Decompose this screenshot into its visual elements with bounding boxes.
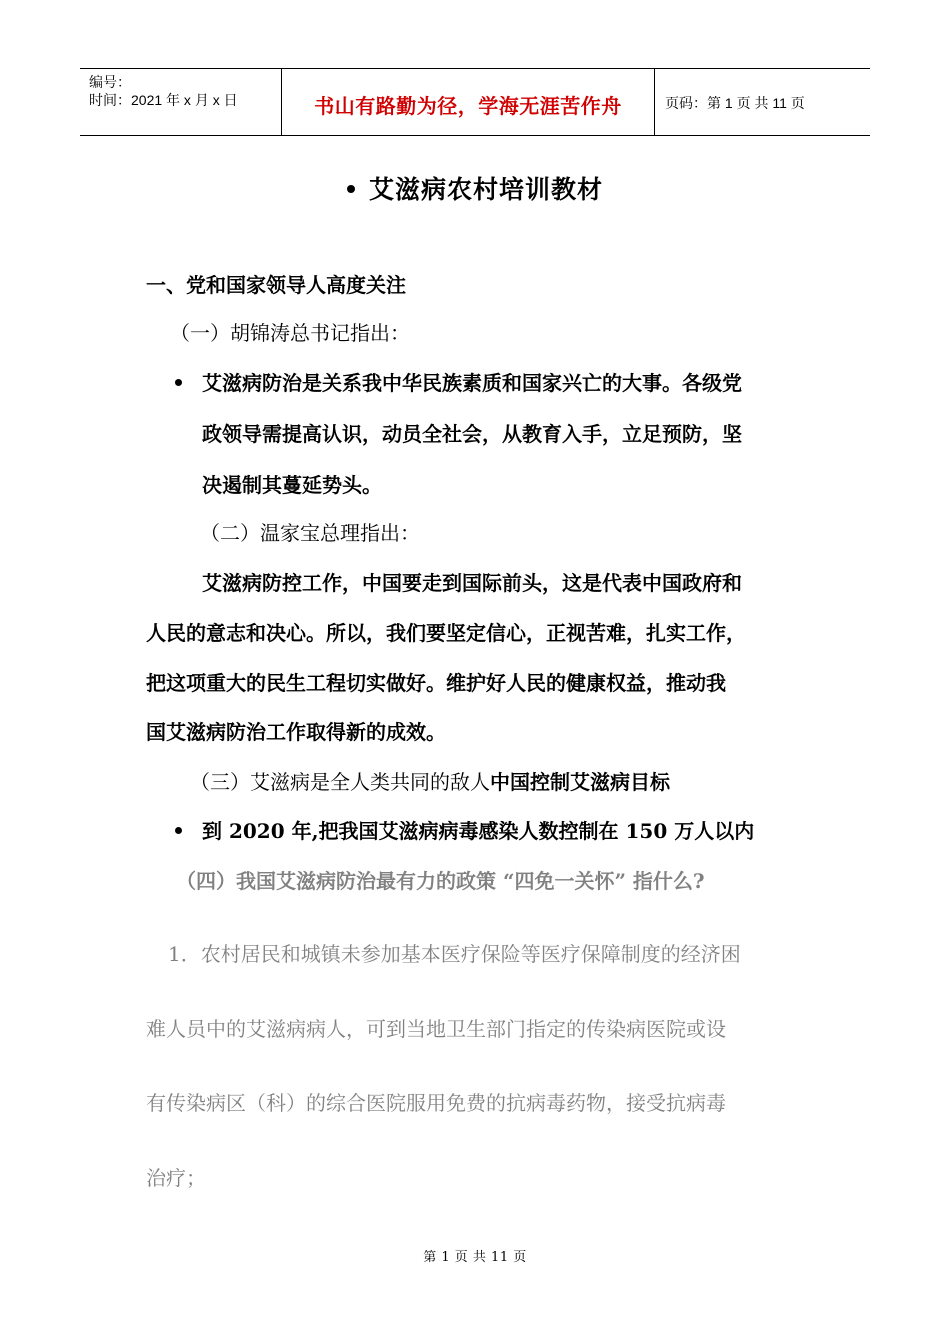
page-footer: 第 1 页 共 11 页 — [423, 1250, 527, 1265]
subsection-heading-3 — [190, 770, 670, 794]
subsection-heading-1: （一）胡锦涛总书记指出： — [170, 321, 410, 345]
section-heading: 一、党和国家领导人高度关注 — [146, 273, 406, 297]
china-goal-heading: 中国控制艾滋病目标 — [490, 770, 670, 794]
policy-item-line: 难人员中的艾滋病病人，可到当地卫生部门指定的传染病医院或设 — [146, 1017, 726, 1041]
bullet-icon — [347, 185, 355, 193]
quote-line: 人民的意志和决心。所以，我们要坚定信心，正视苦难，扎实工作， — [146, 621, 746, 645]
number-label: 编号： — [89, 74, 131, 90]
subsection-heading-3-text: （三）艾滋病是全人类共同的敌人 — [190, 770, 490, 794]
quote-line: 艾滋病防控工作，中国要走到国际前头，这是代表中国政府和 — [202, 571, 742, 595]
document-title: 艾滋病农村培训教材 — [368, 175, 603, 204]
header-page-info: 页码：第 1 页 共 11 页 — [665, 95, 805, 111]
bullet-icon — [175, 827, 182, 834]
policy-item-line: 治疗； — [146, 1166, 206, 1190]
subsection-heading-4: （四）我国艾滋病防治最有力的政策 “四免一关怀” 指什么? — [176, 869, 705, 893]
bullet-icon — [175, 379, 182, 386]
quote-line: 政领导需提高认识，动员全社会，从教育入手，立足预防，坚 — [202, 422, 742, 446]
goal-statement: 到 2020 年,把我国艾滋病病毒感染人数控制在 150 万人以内 — [202, 819, 755, 843]
header-meta-cell — [80, 69, 282, 135]
quote-line: 国艾滋病防治工作取得新的成效。 — [146, 720, 446, 744]
quote-line: 决遏制其蔓延势头。 — [202, 473, 382, 497]
policy-item-line: 有传染病区（科）的综合医院服用免费的抗病毒药物，接受抗病毒 — [146, 1091, 726, 1115]
page-header-table — [80, 68, 870, 136]
quote-line: 艾滋病防治是关系我中华民族素质和国家兴亡的大事。各级党 — [202, 371, 742, 395]
subsection-heading-2: （二）温家宝总理指出： — [200, 521, 420, 545]
policy-item-line: 1．农村居民和城镇未参加基本医疗保险等医疗保障制度的经济困 — [168, 942, 741, 966]
document-title-block — [0, 170, 950, 206]
quote-line: 把这项重大的民生工程切实做好。维护好人民的健康权益，推动我 — [146, 671, 726, 695]
header-motto: 书山有路勤为径，学海无涯苦作舟 — [282, 69, 655, 135]
time-label: 时间：2021 年 x 月 x 日 — [89, 92, 238, 108]
